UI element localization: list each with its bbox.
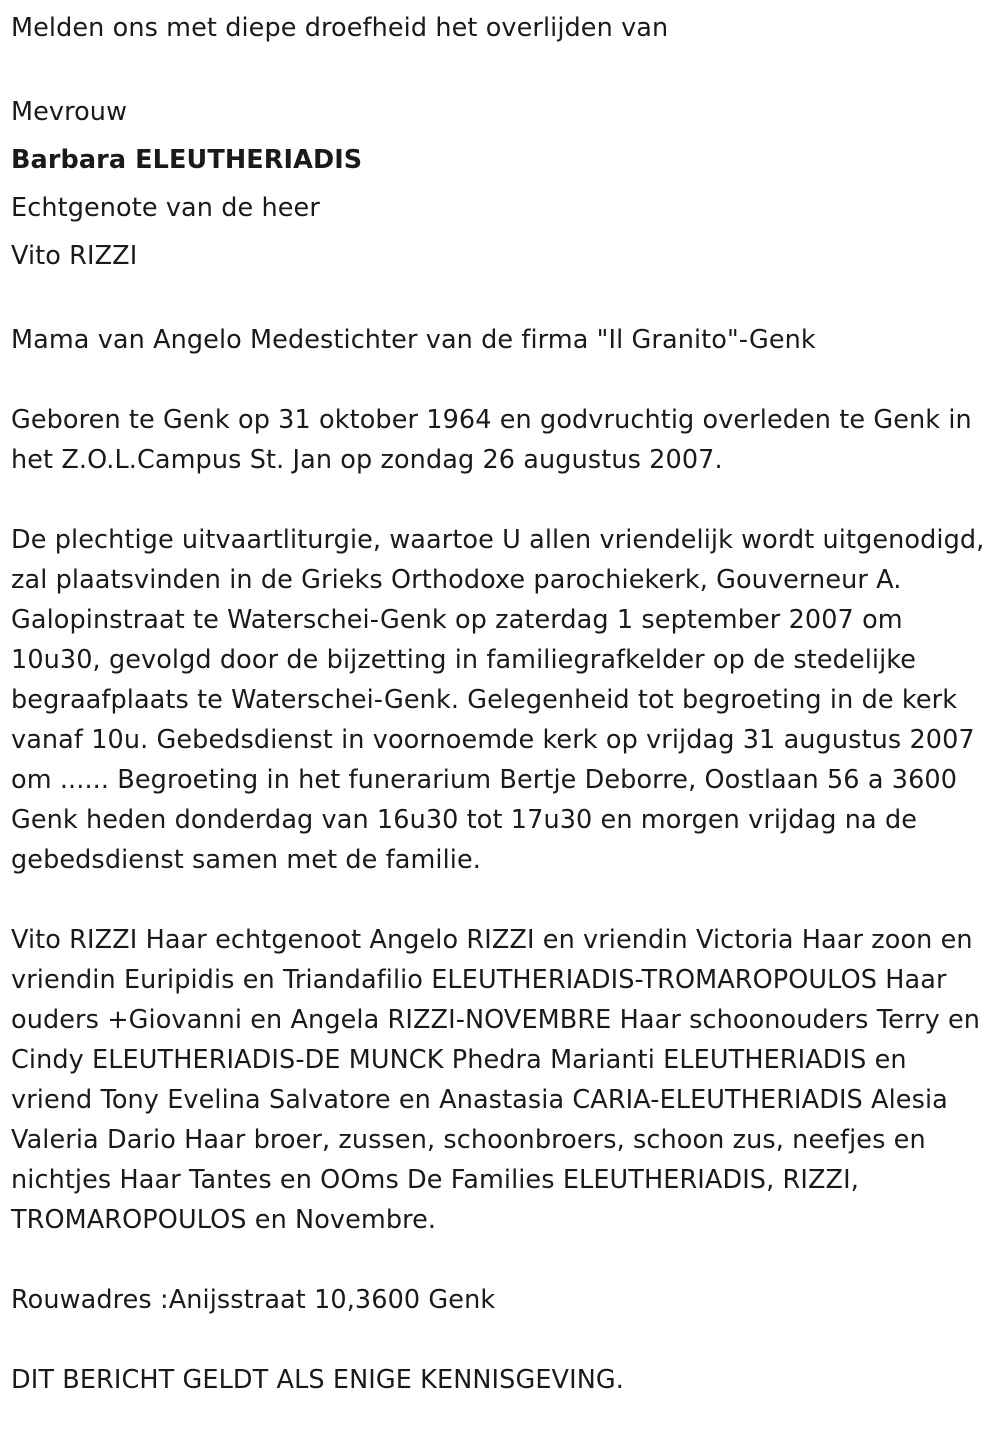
- closing-notice: DIT BERICHT GELDT ALS ENIGE KENNISGEVING.: [11, 1365, 624, 1395]
- deceased-block: [11, 88, 989, 280]
- deceased-name: Barbara ELEUTHERIADIS: [11, 145, 363, 175]
- salutation: Mevrouw: [11, 97, 128, 127]
- spouse-label: Echtgenote van de heer: [11, 193, 320, 223]
- family-text: Vito RIZZI Haar echtgenoot Angelo RIZZI en vriendin Victoria Haar zoon en vriendin Euripidis en Triandafilio ELEUTHERIADIS-TROMAROPOULOS Haar ouders +Giovanni en Angela RIZZI-NOVEMBRE Haar schoonouders Terry en Cindy ELEUTHERIADIS-DE MUNCK Phedra Marianti ELEUTHERIADIS en vriend Tony Evelina Salvatore en Anastasia CARIA-ELEUTHERIADIS Alesia Valeria Dario Haar broer, zussen, schoonbroers, schoon zus, neefjes en nichtjes Haar Tantes en OOms De Families ELEUTHERIADIS, RIZZI, TROMAROPOULOS en Novembre.: [11, 925, 981, 1235]
- spouse-name: Vito RIZZI: [11, 241, 138, 271]
- mourning-address: Rouwadres :Anijsstraat 10,3600 Genk: [11, 1285, 496, 1315]
- mother-of-text: Mama van Angelo Medestichter van de firma "Il Granito"-Genk: [11, 325, 816, 355]
- birth-death-text: Geboren te Genk op 31 oktober 1964 en godvruchtig overleden te Genk in het Z.O.L.Campus St. Jan op zondag 26 augustus 2007.: [11, 405, 972, 475]
- intro-text: Melden ons met diepe droefheid het overlijden van: [11, 13, 669, 43]
- ceremony-text: De plechtige uitvaartliturgie, waartoe U allen vriendelijk wordt uitgenodigd, zal plaatsvinden in de Grieks Orthodoxe parochiekerk, Gouverneur A. Galopinstraat te Waterschei-Genk op zaterdag 1 september 2007 om 10u30, gevolgd door de bijzetting in familiegrafkelder op de stedelijke begraafplaats te Waterschei-Genk. Gelegenheid tot begroeting in de kerk vanaf 10u. Gebedsdienst in voornoemde kerk op vrijdag 31 augustus 2007 om ...... Begroeting in het funerarium Bertje Deborre, Oostlaan 56 a 3600 Genk heden donderdag van 16u30 tot 17u30 en morgen vrijdag na de gebedsdienst samen met de familie.: [11, 525, 985, 875]
